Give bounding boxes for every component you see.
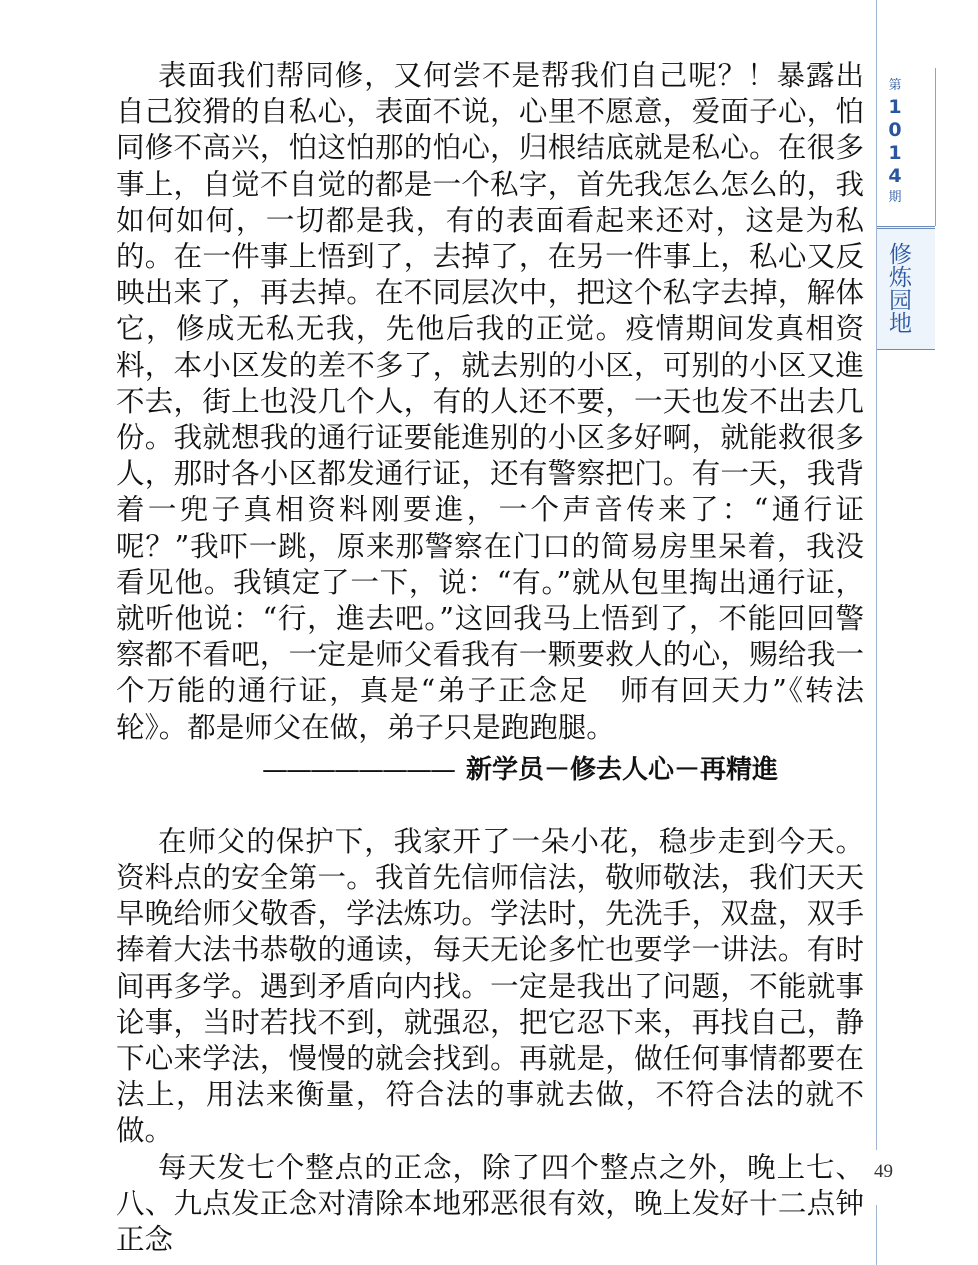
section-label: 修炼园地: [885, 242, 911, 334]
issue-digit: 4: [888, 165, 902, 187]
paragraph: 表面我们帮同修，又何尝不是帮我们自己呢？！暴露出自己狡猾的自私心，表面不说，心里不愿意，爱面子心，怕同修不高兴，怕这怕那的怕心，归根结底就是私心。在很多事上，自觉不自觉的都是一个私字，首先我怎么怎么的，我如何如何，一切都是我，有的表面看起来还对，这是为私的。在一件事上悟到了，去掉了，在另一件事上，私心又反映出来了，再去掉。在不同层次中，把这个私字去掉，解体它，修成无私无我，先他后我的正觉。疫情期间发真相资料，本小区发的差不多了，就去别的小区，可别的小区又進不去，街上也没几个人，有的人还不要，一天也发不出去几份。我就想我的通行证要能進别的小区多好啊，就能救很多人，那时各小区都发通行证，还有警察把门。有一天，我背着一兜子真相资料刚要進，一个声音传来了：“通行证呢？”我吓一跳，原来那警察在门口的简易房里呆着，我没看见他。我镇定了一下，说：“有。”就从包里掏出通行证，就听他说：“行，進去吧。”这回我马上悟到了，不能回回警察都不看吧，一定是师父看我有一颗要救人的心，赐给我一个万能的通行证，真是“弟子正念足 师有回天力”《转法轮》。都是师父在做，弟子只是跑跑腿。: [116, 59, 864, 744]
sidebar-divider-bottom: [876, 1205, 877, 1265]
issue-prefix: 第: [888, 78, 902, 93]
paragraph: 在师父的保护下，我家开了一朵小花，稳步走到今天。资料点的安全第一。我首先信师信法，敬师敬法，我们天天早晚给师父敬香，学法炼功。学法时，先洗手，双盘，双手捧着大法书恭敬的通读，每天无论多忙也要学一讲法。有时间再多学。遇到矛盾向内找。一定是我出了问题，不能就事论事，当时若找不到，就强忍，把它忍下来，再找自己，静下心来学法，慢慢的就会找到。再就是，做任何事情都要在法上，用法来衡量，符合法的事就去做，不符合法的就不做。: [116, 824, 864, 1148]
spacer: [116, 812, 864, 824]
heading-dash: ————————: [262, 754, 454, 785]
issue-suffix: 期: [888, 190, 902, 205]
issue-digit: 1: [888, 96, 902, 118]
article-body: [116, 58, 864, 1258]
section-heading: [116, 750, 864, 812]
page-number: 49: [874, 1161, 893, 1182]
heading-title: 新学员－修去人心－再精進: [466, 754, 779, 785]
issue-digit: 1: [888, 142, 902, 164]
issue-number-box: [877, 68, 936, 226]
issue-digit: 0: [888, 119, 902, 141]
paragraph: 每天发七个整点的正念，除了四个整点之外，晚上七、八、九点发正念对清除本地邪恶很有效，晚上发好十二点钟正念: [116, 1150, 864, 1257]
